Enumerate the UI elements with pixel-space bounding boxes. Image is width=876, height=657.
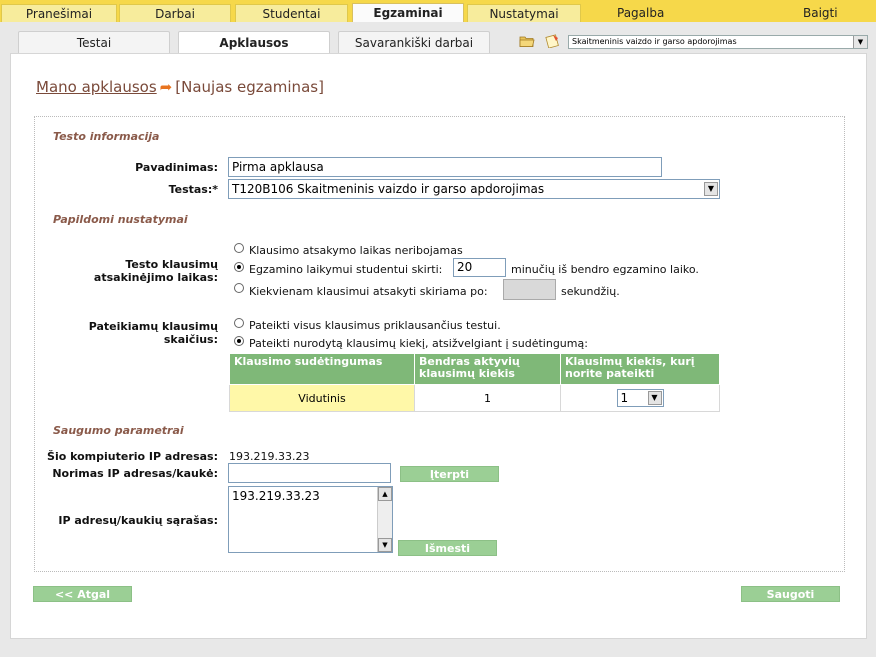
test-label: Testas:* [168, 183, 218, 196]
section-extra: Papildomi nustatymai [53, 213, 188, 226]
time-opt-exam-suffix: minučių iš bendro egzamino laiko. [511, 263, 699, 276]
radio-time-exam[interactable] [234, 262, 244, 272]
chevron-down-icon: ▼ [648, 391, 662, 405]
subtab-surveys[interactable]: Apklausos [178, 31, 330, 53]
nav-tab-messages[interactable]: Pranešimai [1, 4, 117, 22]
time-opt-unlimited-label: Klausimo atsakymo laikas neribojamas [249, 244, 463, 257]
nav-exit[interactable]: Baigti [803, 6, 838, 20]
ip-list-textarea[interactable] [228, 486, 393, 553]
time-opt-per-question-label: Kiekvienam klausimui atsakyti skiriama po: [249, 285, 488, 298]
subtab-tests[interactable]: Testai [18, 31, 170, 53]
exam-minutes-input[interactable]: 20 [453, 258, 506, 277]
folder-icon[interactable] [519, 34, 535, 48]
cell-wanted-count [561, 385, 720, 412]
time-opt-per-question-suffix: sekundžių. [561, 285, 620, 298]
cell-active-count: 1 [415, 385, 561, 412]
radio-time-unlimited[interactable] [234, 243, 244, 253]
section-test-info: Testo informacija [53, 130, 160, 143]
notes-icon[interactable] [544, 34, 560, 48]
nav-help[interactable]: Pagalba [617, 6, 665, 20]
breadcrumb [36, 78, 324, 96]
computer-ip-value: 193.219.33.23 [229, 450, 310, 463]
time-opt-exam-label: Egzamino laikymui studentui skirti: [249, 263, 443, 276]
nav-tab-settings[interactable]: Nustatymai [467, 4, 581, 22]
top-navigation [0, 0, 876, 22]
nav-tab-exams[interactable]: Egzaminai [352, 3, 464, 23]
course-select[interactable]: Skaitmeninis vaizdo ir garso apdorojimas ▼ [568, 35, 868, 49]
insert-button[interactable]: Įterpti [400, 466, 499, 482]
time-label: Testo klausimų atsakinėjimo laikas: [93, 258, 218, 284]
table-header-wanted-count: Klausimų kiekis, kurį norite pateikti [561, 354, 720, 385]
scroll-down-icon[interactable]: ▼ [378, 538, 392, 552]
wanted-ip-label: Norimas IP adresas/kaukė: [52, 467, 218, 480]
count-opt-specified-label: Pateikti nurodytą klausimų kiekį, atsižvelgiant į sudėtingumą: [249, 337, 588, 350]
breadcrumb-current: [Naujas egzaminas] [175, 78, 324, 96]
arrow-icon: ➦ [159, 78, 173, 96]
count-label: Pateikiamų klausimų skaičius: [88, 320, 218, 346]
section-security: Saugumo parametrai [53, 424, 184, 437]
nav-tab-students[interactable]: Studentai [235, 4, 348, 22]
scrollbar[interactable] [377, 487, 392, 552]
wanted-ip-input[interactable] [228, 463, 391, 483]
breadcrumb-parent-link[interactable]: Mano apklausos [36, 78, 157, 96]
radio-count-all[interactable] [234, 318, 244, 328]
question-count-select[interactable]: 1 ▼ [617, 389, 664, 407]
table-header-difficulty: Klausimo sudėtingumas [230, 354, 415, 385]
remove-button[interactable]: Išmesti [398, 540, 497, 556]
table-row [230, 385, 720, 412]
chevron-down-icon: ▼ [853, 36, 867, 48]
name-label: Pavadinimas: [135, 161, 218, 174]
nav-tab-works[interactable]: Darbai [119, 4, 231, 22]
ip-list-item: 193.219.33.23 [232, 489, 320, 503]
chevron-down-icon: ▼ [704, 182, 718, 196]
computer-ip-label: Šio kompiuterio IP adresas: [47, 450, 218, 463]
subtab-independent-works[interactable]: Savarankiški darbai [338, 31, 490, 53]
radio-time-per-question[interactable] [234, 283, 244, 293]
difficulty-table [229, 353, 720, 412]
test-select[interactable]: T120B106 Skaitmeninis vaizdo ir garso apdorojimas ▼ [228, 179, 720, 199]
name-input[interactable]: Pirma apklausa [228, 157, 662, 177]
save-button[interactable]: Saugoti [741, 586, 840, 602]
ip-list-label: IP adresų/kaukių sąrašas: [58, 514, 218, 527]
count-opt-all-label: Pateikti visus klausimus priklausančius testui. [249, 319, 501, 332]
radio-count-specified[interactable] [234, 336, 244, 346]
seconds-input[interactable] [503, 279, 556, 300]
back-button[interactable]: << Atgal [33, 586, 132, 602]
scroll-up-icon[interactable]: ▲ [378, 487, 392, 501]
cell-difficulty: Vidutinis [230, 385, 415, 412]
table-header-active-count: Bendras aktyvių klausimų kiekis [415, 354, 561, 385]
